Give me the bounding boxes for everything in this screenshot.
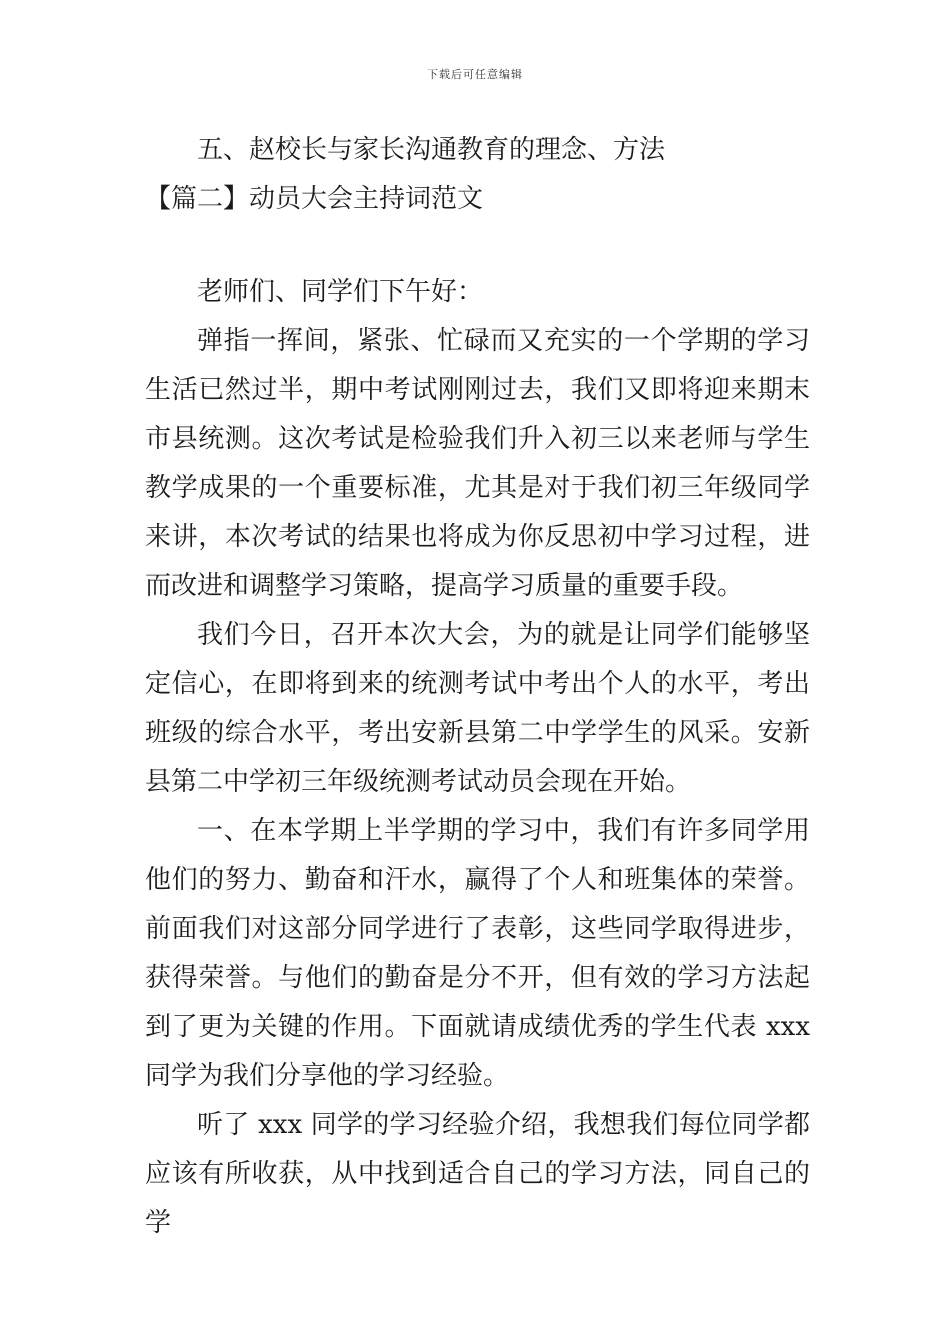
document-body (145, 126, 810, 1248)
paragraph: 听了 xxx 同学的学习经验介绍，我想我们每位同学都应该有所收获，从中找到适合自己的学习方法，同自己的学 (145, 1110, 810, 1238)
paragraph: 一、在本学期上半学期的学习中，我们有许多同学用他们的努力、勤奋和汗水，赢得了个人和班集体的荣誉。前面我们对这部分同学进行了表彰，这些同学取得进步，获得荣誉。与他们的勤奋是分不开，但有效的学习方法起到了更为关键的作用。下面就请成绩优秀的学生代表 xxx 同学为我们分享他的学习经验。 (145, 816, 810, 1091)
paragraph: 我们今日，召开本次大会，为的就是让同学们能够坚定信心，在即将到来的统测考试中考出个人的水平，考出班级的综合水平，考出安新县第二中学学生的风采。安新县第二中学初三年级统测考试动员会现在开始。 (145, 620, 810, 797)
spacer (145, 224, 810, 268)
greeting: 老师们、同学们下午好： (197, 277, 484, 307)
paragraph: 弹指一挥间，紧张、忙碌而又充实的一个学期的学习生活已然过半，期中考试刚刚过去，我们又即将迎来期末市县统测。这次考试是检验我们升入初三以来老师与学生教学成果的一个重要标准，尤其是对于我们初三年级同学来讲，本次考试的结果也将成为你反思初中学习过程，进而改进和调整学习策略，提高学习质量的重要手段。 (145, 326, 810, 601)
section-title: 【篇二】动员大会主持词范文 (145, 184, 484, 214)
page-header-note: 下载后可任意编辑 (427, 68, 523, 81)
list-item-five: 五、赵校长与家长沟通教育的理念、方法 (197, 135, 666, 165)
